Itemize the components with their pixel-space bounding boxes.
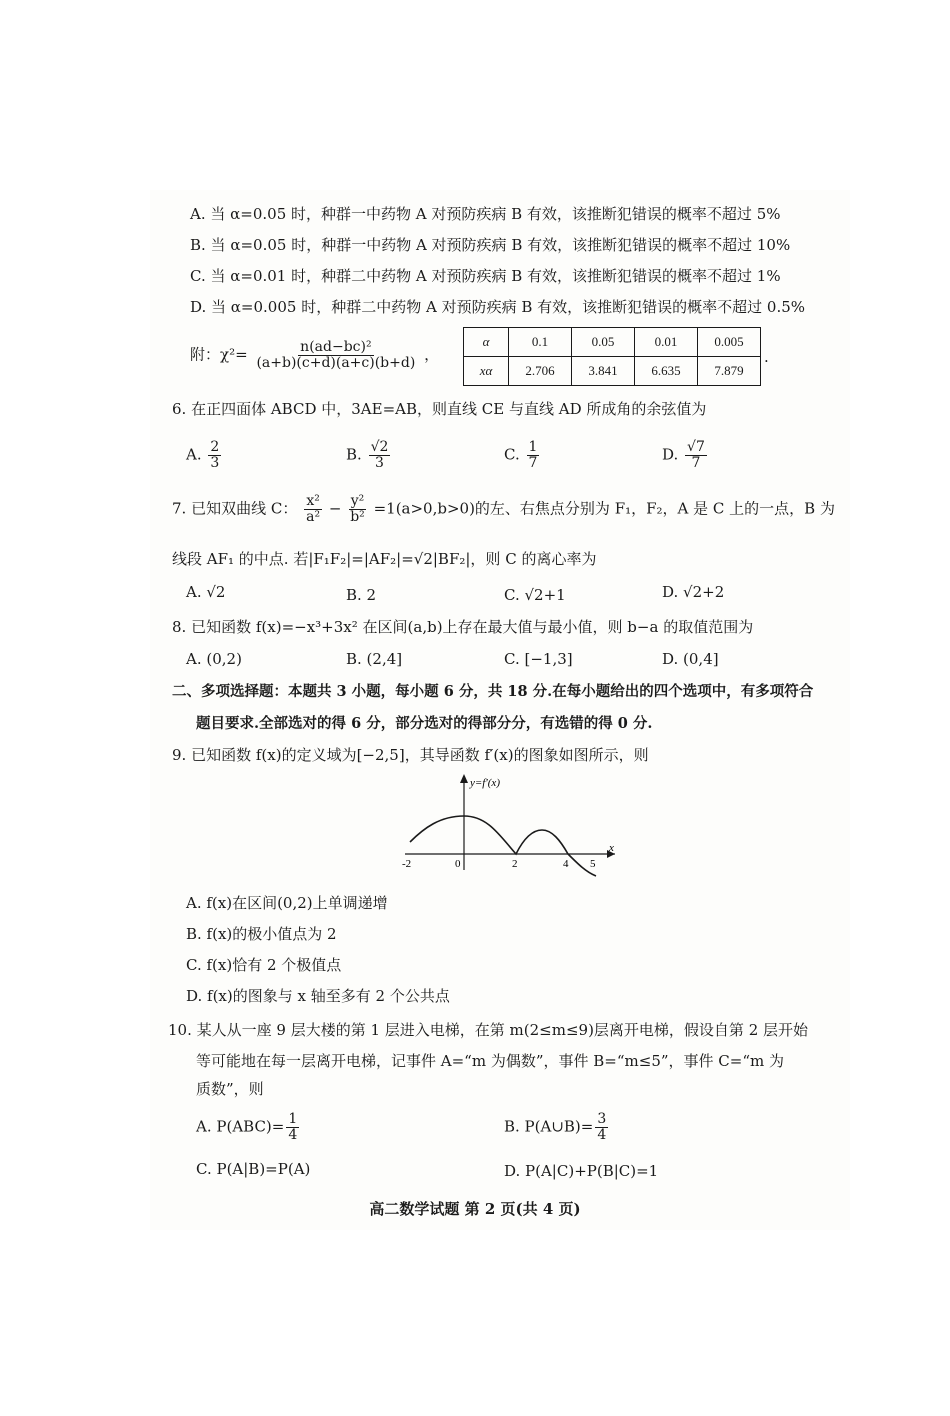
chi-square-denominator: (a+b)(c+d)(a+c)(b+d)	[256, 355, 416, 371]
q9-option-d: D. f(x)的图象与 x 轴至多有 2 个公共点	[186, 987, 450, 1005]
hyperbola-y-term	[348, 494, 367, 525]
fraction-num: √2	[370, 439, 389, 455]
q6-option-b	[346, 440, 392, 471]
derivative-graph	[400, 770, 630, 880]
minus-sign: −	[328, 499, 342, 518]
fraction-num: x²	[306, 493, 320, 509]
chi-square-label: 附：χ²=	[190, 345, 248, 364]
option-fraction	[595, 1112, 608, 1143]
fraction-den: 3	[210, 455, 220, 471]
fraction-den: 3	[375, 455, 384, 471]
table-cell: 0.1	[509, 328, 572, 357]
q10-option-d: D. P(A|C)+P(B|C)=1	[504, 1162, 659, 1180]
chi-square-fraction	[254, 340, 417, 371]
tick-label: 4	[563, 858, 569, 870]
q10-option-b	[504, 1112, 610, 1143]
critical-value-table	[463, 327, 761, 386]
chi-square-formula	[190, 340, 439, 371]
fraction-num: 2	[210, 439, 220, 455]
table-head-x-alpha: xα	[464, 357, 509, 386]
tick-label: 5	[590, 858, 596, 870]
option-label: D.	[662, 445, 679, 464]
table-cell: 2.706	[509, 357, 572, 386]
tick-label: 2	[512, 858, 518, 870]
tick-label: -2	[402, 858, 412, 870]
q7-option-c: C. √2+1	[504, 586, 566, 604]
q5-option-d: D. 当 α=0.005 时，种群二中药物 A 对预防疾病 B 有效，该推断犯错误的概率不超过 0.5%	[190, 298, 806, 316]
q10-stem: 10. 某人从一座 9 层大楼的第 1 层进入电梯，在第 m(2≤m≤9)层离开电梯，假设自第 2 层开始	[168, 1021, 809, 1039]
q9-stem: 9. 已知函数 f(x)的定义域为[−2,5]，其导函数 f′(x)的图象如图所示，则	[172, 746, 649, 764]
q8-option-c: C. [−1,3]	[504, 650, 573, 668]
q7-stem-2: 线段 AF₁ 的中点. 若|F₁F₂|=|AF₂|=√2|BF₂|，则 C 的离心率为	[172, 550, 597, 568]
q7-stem-post: =1(a>0,b>0)的左、右焦点分别为 F₁，F₂，A 是 C 上的一点，B 为	[373, 499, 835, 518]
q7-option-a: A. √2	[186, 583, 226, 601]
table-cell: 3.841	[572, 357, 635, 386]
option-label: C.	[504, 445, 520, 464]
option-fraction	[286, 1112, 299, 1143]
q8-option-a: A. (0,2)	[186, 650, 242, 668]
q8-option-d: D. (0,4]	[662, 650, 719, 668]
q8-stem: 8. 已知函数 f(x)=−x³+3x² 在区间(a,b)上存在最大值与最小值，则 b−a 的取值范围为	[172, 618, 754, 636]
q10-stem-3: 质数”，则	[196, 1080, 264, 1098]
option-fraction	[208, 440, 221, 471]
q10-option-c: C. P(A|B)=P(A)	[196, 1160, 311, 1178]
fraction-den: 7	[691, 455, 701, 471]
q5-option-a: A. 当 α=0.05 时，种群一中药物 A 对预防疾病 B 有效，该推断犯错误的概率不超过 5%	[190, 205, 781, 223]
y-axis-arrow-icon	[460, 774, 468, 783]
table-cell: 7.879	[698, 357, 761, 386]
q9-option-a: A. f(x)在区间(0,2)上单调递增	[186, 894, 388, 912]
q7-option-d: D. √2+2	[662, 583, 725, 601]
fraction-den: a²	[306, 509, 321, 525]
q5-option-c: C. 当 α=0.01 时，种群二中药物 A 对预防疾病 B 有效，该推断犯错误的概率不超过 1%	[190, 267, 781, 285]
fraction-num: 3	[597, 1111, 607, 1127]
fraction-den: 4	[288, 1127, 298, 1143]
q10-option-a	[196, 1112, 301, 1143]
q5-option-b: B. 当 α=0.05 时，种群一中药物 A 对预防疾病 B 有效，该推断犯错误的概率不超过 10%	[190, 236, 791, 254]
q7-stem-pre: 7. 已知双曲线 C：	[172, 499, 298, 518]
q9-option-c: C. f(x)恰有 2 个极值点	[186, 956, 342, 974]
q6-option-d	[662, 440, 709, 471]
fraction-den: 4	[597, 1127, 607, 1143]
q6-option-a	[186, 440, 223, 471]
fraction-num: 1	[288, 1111, 298, 1127]
q6-stem: 6. 在正四面体 ABCD 中，3AE=AB，则直线 CE 与直线 AD 所成角的余弦值为	[172, 400, 707, 418]
q9-option-b: B. f(x)的极小值点为 2	[186, 925, 337, 943]
section-2-heading: 二、多项选择题：本题共 3 小题，每小题 6 分，共 18 分.在每小题给出的四个选项中，有多项符合	[172, 683, 814, 700]
table-cell: 6.635	[635, 357, 698, 386]
fraction-num: √7	[687, 439, 705, 455]
table-cell: 0.05	[572, 328, 635, 357]
option-label: B.	[346, 445, 362, 464]
page-footer: 高二数学试题 第 2 页(共 4 页)	[369, 1200, 581, 1218]
option-fraction	[527, 440, 540, 471]
option-label: A.	[186, 445, 202, 464]
fraction-den: b²	[350, 509, 365, 525]
option-fraction	[685, 440, 707, 471]
table-cell: 0.01	[635, 328, 698, 357]
q7-stem	[172, 494, 835, 525]
option-label: A. P(ABC)=	[196, 1117, 285, 1136]
table-row-alpha	[464, 328, 761, 357]
table-cell: 0.005	[698, 328, 761, 357]
q7-option-b: B. 2	[346, 586, 377, 604]
formula-separator: ，	[424, 345, 440, 364]
fraction-num: y²	[350, 493, 365, 509]
tick-label: 0	[455, 858, 461, 870]
fraction-num: 1	[528, 439, 538, 455]
table-head-alpha: α	[464, 328, 509, 357]
fraction-den: 7	[528, 455, 538, 471]
chi-square-numerator: n(ad−bc)²	[300, 339, 372, 355]
section-2-heading-cont: 题目要求.全部选对的得 6 分，部分选对的得部分分，有选错的得 0 分.	[196, 715, 653, 732]
graph-function-label: y=f′(x)	[470, 777, 500, 789]
table-row-x-alpha	[464, 357, 761, 386]
graph-x-label: x	[609, 842, 614, 854]
q10-stem-2: 等可能地在每一层离开电梯，记事件 A=“m 为偶数”，事件 B=“m≤5”，事件 C=“m 为	[196, 1052, 785, 1070]
option-fraction	[369, 440, 391, 471]
q6-option-c	[504, 440, 541, 471]
appendix-end: .	[764, 348, 769, 366]
hyperbola-x-term	[304, 494, 322, 525]
option-label: B. P(A∪B)=	[504, 1117, 594, 1136]
q8-option-b: B. (2,4]	[346, 650, 403, 668]
